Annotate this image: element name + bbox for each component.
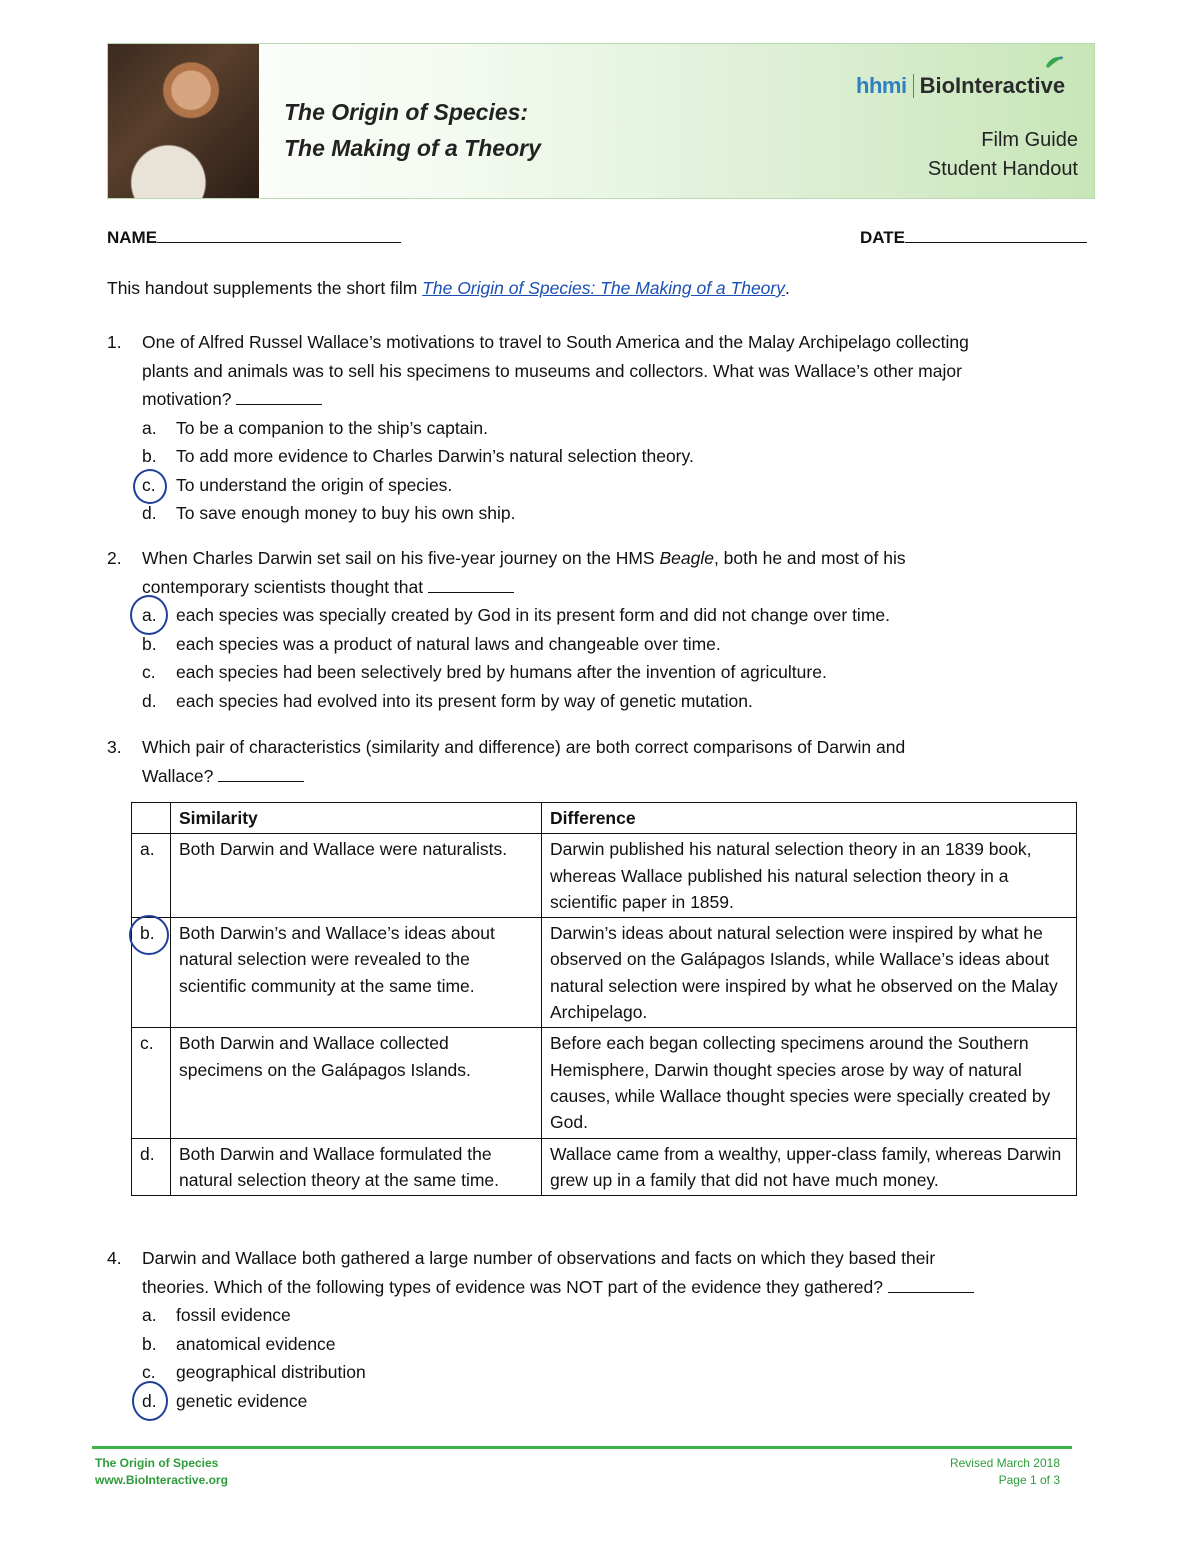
date-field[interactable]: DATE bbox=[860, 226, 1087, 248]
option-c[interactable]: c. each species had been selectively bred by humans after the invention of agriculture. bbox=[142, 662, 827, 682]
question-text: Darwin and Wallace both gathered a large number of observations and facts on which they based their theories. Which of the following types of evidence was NOT part of the evidence they gathered? bbox=[142, 1244, 1097, 1301]
film-still-image bbox=[108, 44, 259, 198]
comparison-table bbox=[131, 802, 1077, 1196]
option-b[interactable]: b. To add more evidence to Charles Darwin’s natural selection theory. bbox=[142, 446, 694, 466]
table-row[interactable]: b. Both Darwin’s and Wallace’s ideas about natural selection were revealed to the scientific community at the same time. Darwin’s ideas about natural selection were inspired by what he observed on the Galápagos Islands, while Wallace’s ideas about natural selection were inspired by what he observed on the Malay Archipelago. bbox=[132, 918, 1077, 1028]
question-2: 2. When Charles Darwin set sail on his five-year journey on the HMS Beagle, both he and most of his contemporary scientists thought that a. each species was specially created by God in its present form and did not change over time. b. each species was a product of natural laws and changeable over time. c. each species had been selectively bred by humans after the invention of agriculture. d. each species had evolved into its present form by way of genetic mutation. bbox=[107, 544, 1097, 715]
table-header-row: Similarity Difference bbox=[132, 803, 1077, 834]
answer-blank[interactable] bbox=[236, 390, 322, 405]
answer-blank[interactable] bbox=[428, 578, 514, 593]
table-row[interactable]: c. Both Darwin and Wallace collected specimens on the Galápagos Islands. Before each began collecting specimens around the Southern Hemisphere, Darwin thought species arose by way of natural causes, while Wallace thought species were specially created by God. bbox=[132, 1028, 1077, 1138]
footer-divider bbox=[92, 1446, 1072, 1449]
footer-right: Revised March 2018 Page 1 of 3 bbox=[949, 1456, 1060, 1487]
option-b[interactable]: b. each species was a product of natural laws and changeable over time. bbox=[142, 633, 721, 654]
hhmi-biointeractive-logo: hhmi BioInteractive bbox=[856, 66, 1065, 106]
page-number: Page 1 of 3 bbox=[998, 1473, 1060, 1487]
option-d[interactable]: d. genetic evidence bbox=[142, 1387, 1097, 1416]
film-link[interactable]: The Origin of Species: The Making of a Theory bbox=[422, 278, 785, 298]
question-text: One of Alfred Russel Wallace’s motivations to travel to South America and the Malay Archipelago collecting plants and animals was to sell his specimens to museums and collectors. What was Wallace’s other major motivation? bbox=[142, 332, 969, 409]
option-d[interactable]: d. To save enough money to buy his own ship. bbox=[142, 503, 516, 523]
option-c[interactable]: c. To understand the origin of species. bbox=[142, 471, 1097, 500]
table-row[interactable]: a. Both Darwin and Wallace were naturalists. Darwin published his natural selection theory in an 1839 book, whereas Wallace published his natural selection theory in a scientific paper in 1859. bbox=[132, 834, 1077, 918]
intro-text: This handout supplements the short film The Origin of Species: The Making of a Theory. bbox=[107, 278, 790, 298]
option-a[interactable]: a. fossil evidence bbox=[142, 1305, 291, 1325]
date-blank[interactable] bbox=[905, 226, 1087, 243]
header-banner bbox=[107, 43, 1095, 199]
option-a[interactable]: a. To be a companion to the ship’s captain. bbox=[142, 417, 488, 438]
question-3: 3. Which pair of characteristics (similarity and difference) are both correct comparisons of Darwin and Wallace? bbox=[107, 733, 1097, 790]
film-title: The Origin of Species: The Making of a Theory bbox=[284, 99, 541, 161]
option-c[interactable]: c. geographical distribution bbox=[142, 1362, 366, 1382]
table-row[interactable]: d. Both Darwin and Wallace formulated the natural selection theory at the same time. Wallace came from a wealthy, upper-class family, whereas Darwin grew up in a family that did not have much money. bbox=[132, 1138, 1077, 1196]
name-blank[interactable] bbox=[157, 226, 401, 243]
answer-circle-mark bbox=[129, 915, 169, 955]
question-4: 4. Darwin and Wallace both gathered a large number of observations and facts on which they based their theories. Which of the following types of evidence was NOT part of the evidence they gathered? a. fossil evidence b. anatomical evidence c. geographical distribution d. genetic evidence bbox=[107, 1244, 1097, 1415]
option-d[interactable]: d. each species had evolved into its present form by way of genetic mutation. bbox=[142, 690, 753, 711]
name-field[interactable]: NAME bbox=[107, 226, 401, 248]
question-text: Which pair of characteristics (similarity and difference) are both correct comparisons of Darwin and Wallace? bbox=[142, 737, 906, 786]
answer-blank[interactable] bbox=[218, 767, 304, 782]
answer-blank[interactable] bbox=[888, 1278, 974, 1293]
handout-type: Film Guide Student Handout bbox=[927, 129, 1078, 180]
lizard-icon bbox=[1044, 54, 1066, 70]
option-a[interactable]: a. each species was specially created by God in its present form and did not change over time. bbox=[142, 601, 1097, 630]
option-b[interactable]: b. anatomical evidence bbox=[142, 1333, 336, 1354]
footer-left: The Origin of Species www.BioInteractive.org bbox=[95, 1456, 228, 1487]
question-1: 1. One of Alfred Russel Wallace’s motivations to travel to South America and the Malay Archipelago collecting plants and animals was to sell his specimens to museums and collectors. What was Wallace’s other major motivation? a. To be a companion to the ship’s captain. b. To add more evidence to Charles Darwin’s natural selection theory. c. To understand the origin of species. d. To save enough money to buy his own ship. bbox=[107, 328, 1097, 528]
answer-circle-mark bbox=[132, 1381, 168, 1421]
question-text: When Charles Darwin set sail on his five-year journey on the HMS Beagle, both he and most of his contemporary scientists thought that bbox=[142, 548, 906, 597]
footer-website-link[interactable]: www.BioInteractive.org bbox=[95, 1473, 228, 1487]
